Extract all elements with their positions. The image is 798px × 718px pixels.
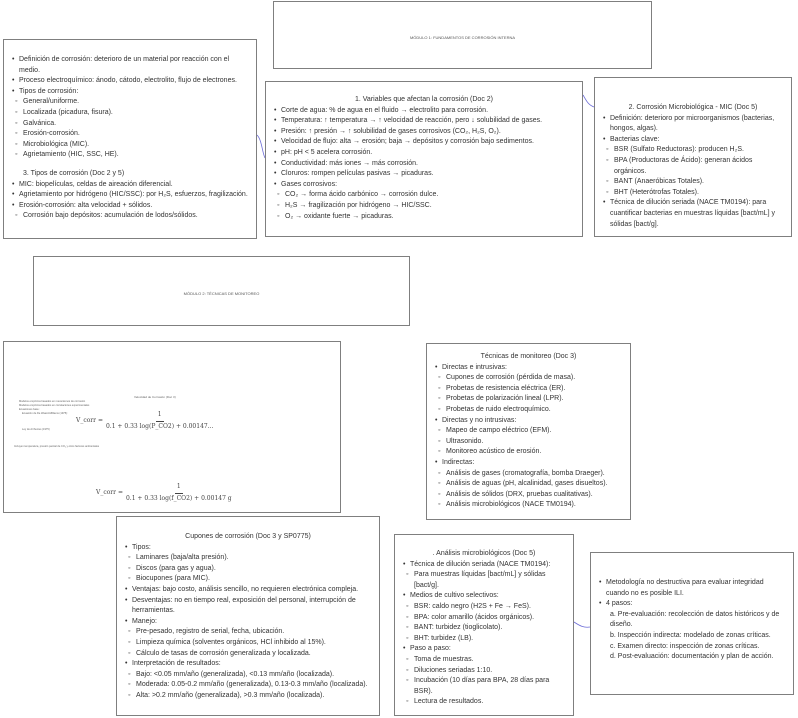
- list-item: ◦ Discos (para gas y agua).: [123, 564, 373, 575]
- preview-heading: Velocidad de Corrosión (Doc 3): [134, 395, 176, 399]
- list-item: ◦ BPA: color amarillo (ácidos orgánicos).: [401, 613, 567, 624]
- variables-node[interactable]: [265, 81, 583, 237]
- connector-variables-mic: [583, 95, 594, 107]
- list-item: ◦ Moderada: 0.05-0.2 mm/año (generalizada), 0.13-0.3 mm/año (localizada).: [123, 680, 373, 691]
- cupones-title: Cupones de corrosión (Doc 3 y SP0775): [185, 533, 311, 540]
- list-item: • Desventajas: no en tiempo real, exposición del personal, interrupción de herramientas.: [123, 596, 373, 617]
- list-item: ◦ General/uniforme.: [10, 97, 250, 108]
- list-item: ◦ BHT: turbidez (LB).: [401, 634, 567, 645]
- list-item: • Corte de agua: % de agua en el fluido → electrolito para corrosión.: [272, 106, 576, 117]
- list-item: • Tipos:: [123, 543, 373, 554]
- section-title: 3. Tipos de corrosión (Doc 2 y 5): [23, 169, 125, 177]
- list-item: ◦ BPA (Productoras de Ácido): generan ácidos orgánicos.: [601, 156, 785, 177]
- cupones-node[interactable]: [116, 516, 380, 716]
- list-item: ◦ BSR: caldo negro (H2S + Fe → FeS).: [401, 602, 567, 613]
- list-item: ◦ Cupones de corrosión (pérdida de masa).: [433, 373, 624, 384]
- list-item: ◦ Análisis de gases (cromatografía, bomba Draeger).: [433, 469, 624, 480]
- list-item: • Medios de cultivo selectivos:: [401, 591, 567, 602]
- list-item: ◦ Probetas de ruido electroquímico.: [433, 405, 624, 416]
- list-item: ◦ BHT (Heterótrofas Totales).: [601, 188, 785, 199]
- list-item: • Presión: ↑ presión → ↑ solubilidad de gases corrosivos (CO₂, H₂S, O₂).: [272, 127, 576, 138]
- list-item: • Paso a paso:: [401, 644, 567, 655]
- list-item: ◦ CO₂ → forma ácido carbónico → corrosión dulce.: [272, 190, 576, 201]
- list-item: • Definición de corrosión: deterioro de un material por reacción con el medio.: [10, 55, 250, 76]
- list-item: ◦ Análisis de sólidos (DRX, pruebas cualitativas).: [433, 490, 624, 501]
- list-item: ◦ Localizada (picadura, fisura).: [10, 108, 250, 119]
- modulo-1-title: MÓDULO 1: FUNDAMENTOS DE CORROSIÓN INTERNA: [409, 35, 516, 40]
- tecnicas-title: Técnicas de monitoreo (Doc 3): [480, 353, 577, 360]
- list-item: • Metodología no destructiva para evaluar integridad cuando no es posible ILI.: [597, 578, 787, 599]
- list-item: • 4 pasos:: [597, 599, 787, 610]
- variables-title: 1. Variables que afectan la corrosión (Doc 2): [355, 96, 493, 103]
- list-item: • Definición: deterioro por microorganismos (bacterias, hongos, algas).: [601, 114, 785, 135]
- list-item: ◦ Laminares (baja/alta presión).: [123, 553, 373, 564]
- list-item: ◦ Toma de muestras.: [401, 655, 567, 666]
- list-item: ◦ BANT (Anaeróbicas Totales).: [601, 177, 785, 188]
- list-item: ◦ Erosión-corrosión.: [10, 129, 250, 140]
- preview-line: Ley de Arrhenius (1975): [22, 428, 50, 431]
- preview-line: Modelos empíricos basados en mecanismos de corrosión: [19, 400, 86, 403]
- list-item: a. Pre-evaluación: recolección de datos históricos y de diseño.: [610, 610, 780, 629]
- preview-line: Modelos empíricos basados en correlaciones experimentales: [19, 404, 90, 407]
- modulo-1-node[interactable]: [273, 1, 652, 69]
- list-item: • Tipos de corrosión:: [10, 87, 250, 98]
- list-item: ◦ Agrietamiento (HIC, SSC, HE).: [10, 150, 250, 161]
- connector-fundamentos-variables: [257, 135, 265, 158]
- modulo-2-title: MÓDULO 2: TÉCNICAS DE MONITOREO: [183, 291, 260, 296]
- list-item: • Proceso electroquímico: ánodo, cátodo, electrolito, flujo de electrones.: [10, 76, 250, 87]
- list-item: c. Examen directo: inspección de zonas críticas.: [610, 642, 760, 650]
- formula-1-den: 0.1 + 0.33 log(P_CO2) + 0.00147...: [105, 422, 214, 430]
- list-item: ◦ Análisis microbiológicos (NACE TM0194).: [433, 500, 624, 511]
- list-item: ◦ Incubación (10 días para BPA, 28 días para BSR).: [401, 676, 567, 697]
- list-item: ◦ O₂ → oxidante fuerte → picaduras.: [272, 212, 576, 223]
- metodologia-node[interactable]: [590, 552, 794, 695]
- list-item: • Velocidad de flujo: alta → erosión; baja → depósitos y corrosión bajo sedimentos.: [272, 137, 576, 148]
- list-item: • Manejo:: [123, 617, 373, 628]
- list-item: ◦ Para muestras líquidas [bact/mL] y sólidas [bact/g].: [401, 570, 567, 591]
- list-item: • Directas y no intrusivas:: [433, 416, 624, 427]
- preview-line: Ecuación de De Waard-Milliams (1975):: [22, 412, 68, 415]
- tecnicas-node[interactable]: [426, 343, 631, 520]
- mic-node[interactable]: [594, 77, 792, 237]
- modulo-2-node[interactable]: [33, 256, 410, 326]
- formula-2-den: 0.1 + 0.33 log(f_CO2) + 0.00147 g: [125, 494, 232, 502]
- list-item: ◦ Limpieza química (solventes orgánicos, HCl inhibido al 15%).: [123, 638, 373, 649]
- list-item: ◦ Probetas de polarización lineal (LPR).: [433, 394, 624, 405]
- list-item: ◦ Bajo: <0.05 mm/año (generalizada), <0.13 mm/año (localizada).: [123, 670, 373, 681]
- preview-node[interactable]: [3, 341, 341, 513]
- formula-2-num: 1: [175, 482, 183, 494]
- list-item: • Interpretación de resultados:: [123, 659, 373, 670]
- microbio-node[interactable]: [394, 534, 574, 716]
- list-item: • Conductividad: más iones → más corrosión.: [272, 159, 576, 170]
- list-item: • Indirectas:: [433, 458, 624, 469]
- list-item: ◦ Galvánica.: [10, 119, 250, 130]
- list-item: • Ventajas: bajo costo, análisis sencillo, no requieren electrónica compleja.: [123, 585, 373, 596]
- connector-microbio-metodologia: [574, 622, 590, 627]
- list-item: • MIC: biopelículas, celdas de aireación diferencial.: [10, 180, 250, 191]
- list-item: ◦ BANT: turbidez (tioglicolato).: [401, 623, 567, 634]
- list-item: ◦ H₂S → fragilización por hidrógeno → HIC/SSC.: [272, 201, 576, 212]
- list-item: ◦ Monitoreo acústico de erosión.: [433, 447, 624, 458]
- list-item: ◦ Biocupones (para MIC).: [123, 574, 373, 585]
- list-item: • Temperatura: ↑ temperatura → ↑ velocidad de reacción, pero ↓ solubilidad de gases.: [272, 116, 576, 127]
- list-item: ◦ Alta: >0.2 mm/año (generalizada), >0.3 mm/año (localizada).: [123, 691, 373, 702]
- list-item: ◦ Análisis de aguas (pH, alcalinidad, gases disueltos).: [433, 479, 624, 490]
- list-item: • Bacterias clave:: [601, 135, 785, 146]
- list-item: d. Post-evaluación: documentación y plan de acción.: [610, 653, 774, 661]
- list-item: ◦ Ultrasonido.: [433, 437, 624, 448]
- fundamentos-node[interactable]: [3, 39, 257, 239]
- list-item: ◦ Cálculo de tasas de corrosión generalizada y localizada.: [123, 649, 373, 660]
- preview-line: Ecuaciones base:: [19, 408, 40, 411]
- list-item: • Directas e intrusivas:: [433, 363, 624, 374]
- list-item: • Técnica de dilución seriada (NACE TM0194): para cuantificar bacterias en muestras líquidas [bact/mL] y sólidas [bact/g].: [601, 198, 785, 230]
- list-item: • Cloruros: rompen películas pasivas → picaduras.: [272, 169, 576, 180]
- list-item: ◦ Corrosión bajo depósitos: acumulación de lodos/sólidos.: [10, 211, 250, 222]
- list-item: ◦ Pre-pesado, registro de serial, fecha, ubicación.: [123, 627, 373, 638]
- formula-1-num: 1: [156, 410, 164, 422]
- formula-2-left: V_corr =: [96, 488, 123, 496]
- formula-1-left: V_corr =: [76, 416, 103, 424]
- preview-note: Incluyen temperatura, presión parcial de CO₂ y otros factores ambientales: [14, 445, 100, 448]
- list-item: ◦ BSR (Sulfato Reductoras): producen H₂S.: [601, 145, 785, 156]
- formula-1: [76, 410, 213, 432]
- list-item: ◦ Mapeo de campo eléctrico (EFM).: [433, 426, 624, 437]
- list-item: ◦ Microbiológica (MIC).: [10, 140, 250, 151]
- list-item: ◦ Probetas de resistencia eléctrica (ER).: [433, 384, 624, 395]
- list-item: b. Inspección indirecta: modelado de zonas críticas.: [610, 631, 771, 639]
- microbio-title: . Análisis microbiológicos (Doc 5): [432, 550, 536, 557]
- list-item: ◦ Lectura de resultados.: [401, 697, 567, 708]
- formula-2: [96, 482, 232, 504]
- list-item: • Técnica de dilución seriada (NACE TM0194):: [401, 560, 567, 571]
- mic-title: 2. Corrosión Microbiológica - MIC (Doc 5): [628, 104, 758, 111]
- list-item: ◦ Diluciones seriadas 1:10.: [401, 666, 567, 677]
- list-item: • Erosión-corrosión: alta velocidad + sólidos.: [10, 201, 250, 212]
- list-item: • Gases corrosivos:: [272, 180, 576, 191]
- list-item: • pH: pH < 5 acelera corrosión.: [272, 148, 576, 159]
- list-item: • Agrietamiento por hidrógeno (HIC/SSC): por H₂S, esfuerzos, fragilización.: [10, 190, 250, 201]
